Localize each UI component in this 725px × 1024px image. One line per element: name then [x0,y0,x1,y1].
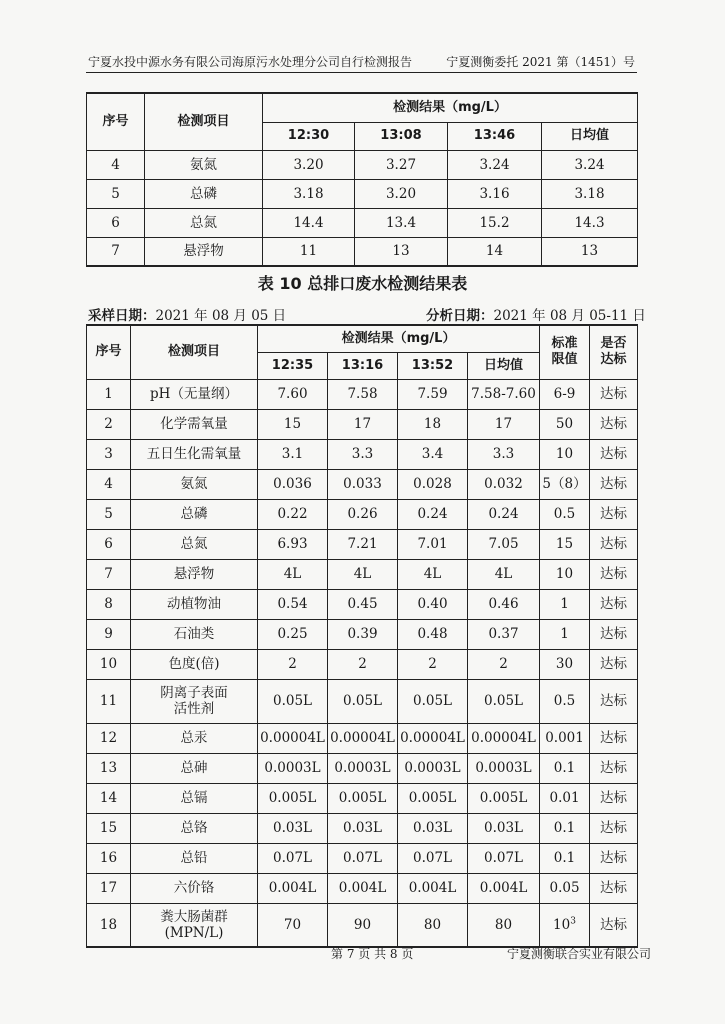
row-number: 15 [87,813,131,843]
standard-limit-value: 5（8） [542,476,587,492]
standard-limit-value: 0.5 [553,693,576,709]
row-item [131,499,258,529]
standard-limit-value: 0.05 [549,880,580,896]
compliance-status: 达标 [590,813,638,843]
result-value: 0.03L [258,813,328,843]
compliance-status: 达标 [590,379,638,409]
row-item-line1: 总铅 [180,850,208,866]
row-item [131,723,258,753]
result-value: 0.05L [258,679,328,723]
result-value: 18 [398,409,468,439]
row-item [131,903,258,947]
analysis-date [426,304,646,324]
table-row [87,723,638,753]
result-value: 3.24 [448,150,542,179]
result-value: 80 [398,903,468,947]
table-row [87,499,638,529]
result-value: 3.4 [398,439,468,469]
row-item-line1: 色度(倍) [168,656,220,672]
result-value: 0.00004L [258,723,328,753]
standard-limit [540,499,590,529]
row-item [131,589,258,619]
page-header [86,50,637,73]
result-value: 0.00004L [468,723,540,753]
result-value: 0.26 [328,499,398,529]
result-value: 0.005L [328,783,398,813]
table-row [87,679,638,723]
row-number: 1 [87,379,131,409]
result-value: 0.032 [468,469,540,499]
compliance-status: 达标 [590,843,638,873]
result-value: 90 [328,903,398,947]
row-number: 2 [87,409,131,439]
standard-limit-value: 0.01 [549,790,580,806]
row-item [131,619,258,649]
result-value: 0.004L [468,873,540,903]
table-row [87,873,638,903]
result-value: 6.93 [258,529,328,559]
col-header-item: 检测项目 [131,325,258,379]
result-value: 0.0003L [258,753,328,783]
result-value: 2 [398,649,468,679]
table-row [87,783,638,813]
row-item [131,439,258,469]
row-number: 12 [87,723,131,753]
result-value: 7.59 [398,379,468,409]
compliance-status: 达标 [590,469,638,499]
row-item-line2: 活性剂 [173,701,215,717]
col-header-time: 13:46 [448,122,542,150]
result-value: 0.22 [258,499,328,529]
analysis-date-label: 分析日期： [426,308,494,324]
result-value: 15 [258,409,328,439]
col-header-daily-mean: 日均值 [542,122,638,150]
compliance-status: 达标 [590,409,638,439]
result-value: 0.05L [398,679,468,723]
row-item [131,783,258,813]
result-value: 0.24 [398,499,468,529]
compliance-status: 达标 [590,903,638,947]
result-value: 0.036 [258,469,328,499]
col-header-no: 序号 [87,325,131,379]
result-value: 0.004L [398,873,468,903]
row-number: 9 [87,619,131,649]
standard-limit-value: 0.1 [553,760,576,776]
table-row [87,439,638,469]
result-value: 0.03L [468,813,540,843]
results-table-continued [86,92,638,267]
col-header-time: 13:08 [355,122,448,150]
table-row [87,619,638,649]
row-number: 6 [87,208,145,237]
result-value: 7.21 [328,529,398,559]
result-value: 80 [468,903,540,947]
row-number: 4 [87,469,131,499]
footer-company: 宁夏测衡联合实业有限公司 [507,947,652,961]
result-value: 3.3 [468,439,540,469]
row-item [131,469,258,499]
result-value: 4L [328,559,398,589]
compliance-status: 达标 [590,649,638,679]
col-header-time: 13:16 [328,352,398,379]
page-number: 第 7 页 共 8 页 [331,947,414,961]
result-value: 0.07L [328,843,398,873]
standard-limit [540,843,590,873]
row-item [131,559,258,589]
result-value: 0.0003L [328,753,398,783]
result-value: 15.2 [448,208,542,237]
result-value: 7.05 [468,529,540,559]
row-item [131,843,258,873]
compliance-status: 达标 [590,559,638,589]
standard-limit [540,439,590,469]
result-value: 0.54 [258,589,328,619]
compliance-status: 达标 [590,529,638,559]
result-value: 70 [258,903,328,947]
standard-limit-exponent: 3 [570,916,576,927]
sampling-date-label: 采样日期： [88,308,156,324]
result-value: 4L [258,559,328,589]
standard-limit [540,469,590,499]
row-item-line1: 悬浮物 [173,566,215,582]
standard-limit-value: 50 [555,416,574,432]
row-item-line1: 六价铬 [173,880,215,896]
table-row [87,469,638,499]
result-value: 14 [448,237,542,266]
row-item-line1: 总铬 [180,820,208,836]
result-value: 0.05L [468,679,540,723]
row-item: 氨氮 [145,150,263,179]
result-value: 4L [398,559,468,589]
header-report-number: 宁夏测衡委托 2021 第（1451）号 [446,55,635,69]
row-number: 7 [87,559,131,589]
result-value: 3.20 [263,150,355,179]
header-report-title: 宁夏水投中源水务有限公司海原污水处理分公司自行检测报告 [88,55,413,69]
row-item [131,409,258,439]
result-value: 0.00004L [328,723,398,753]
row-item [131,813,258,843]
standard-limit-value: 0.1 [553,820,576,836]
standard-limit [540,379,590,409]
result-value: 3.16 [448,179,542,208]
col-header-results: 检测结果（mg/L） [258,325,540,352]
standard-limit [540,753,590,783]
table-row [87,237,638,266]
row-number: 5 [87,179,145,208]
result-value: 17 [328,409,398,439]
table-row [87,813,638,843]
row-number: 6 [87,529,131,559]
col-header-compliance: 是否达标 [590,325,638,379]
row-item-line1: 总氮 [180,536,208,552]
result-value: 4L [468,559,540,589]
row-item-line1: 化学需氧量 [160,416,228,432]
result-value: 0.03L [328,813,398,843]
result-value: 13 [355,237,448,266]
result-value: 11 [263,237,355,266]
compliance-status: 达标 [590,499,638,529]
result-value: 0.37 [468,619,540,649]
row-item-line1: 阴离子表面 [160,685,228,701]
row-item [131,529,258,559]
standard-limit [540,783,590,813]
row-item-line1: 总汞 [180,730,208,746]
result-value: 13.4 [355,208,448,237]
row-item-line1: pH（无量纲） [150,386,238,402]
result-value: 0.07L [468,843,540,873]
standard-limit [540,619,590,649]
row-number: 18 [87,903,131,947]
result-value: 0.25 [258,619,328,649]
table-row [87,903,638,947]
standard-limit [540,649,590,679]
row-number: 16 [87,843,131,873]
result-value: 2 [328,649,398,679]
result-value: 17 [468,409,540,439]
row-number: 13 [87,753,131,783]
table-row [87,208,638,237]
row-number: 3 [87,439,131,469]
result-value: 0.004L [258,873,328,903]
compliance-status: 达标 [590,439,638,469]
result-value: 0.00004L [398,723,468,753]
col-header-time: 12:35 [258,352,328,379]
table-row [87,753,638,783]
row-item [131,753,258,783]
standard-limit-value: 10 [555,566,574,582]
result-value: 3.24 [542,150,638,179]
result-value: 7.58-7.60 [468,379,540,409]
table-row [87,559,638,589]
compliance-status: 达标 [590,753,638,783]
results-table [86,324,638,948]
col-header-item: 检测项目 [145,93,263,150]
result-value: 2 [468,649,540,679]
row-item [131,649,258,679]
compliance-status: 达标 [590,873,638,903]
standard-limit-value: 0.5 [553,506,576,522]
standard-limit [540,723,590,753]
col-header-time: 13:52 [398,352,468,379]
result-value: 0.03L [398,813,468,843]
result-value: 3.3 [328,439,398,469]
sampling-date-value: 2021 年 08 月 05 日 [155,308,287,324]
result-value: 0.07L [258,843,328,873]
standard-limit-value: 15 [555,536,574,552]
row-item-line2: (MPN/L) [164,924,224,941]
row-item: 悬浮物 [145,237,263,266]
result-value: 0.005L [398,783,468,813]
result-value: 3.18 [263,179,355,208]
row-item-line1: 总砷 [180,760,208,776]
result-value: 3.1 [258,439,328,469]
table-row [87,409,638,439]
row-item-line1: 氨氮 [180,476,208,492]
result-value: 7.58 [328,379,398,409]
standard-limit [540,409,590,439]
table-row [87,179,638,208]
table-title: 表 10 总排口废水检测结果表 [257,274,468,293]
standard-limit [540,559,590,589]
analysis-date-value: 2021 年 08 月 05-11 日 [493,308,646,324]
result-value: 7.01 [398,529,468,559]
col-header-daily-mean: 日均值 [468,352,540,379]
result-value: 0.45 [328,589,398,619]
row-item [131,379,258,409]
row-item-line1: 动植物油 [167,596,221,612]
row-number: 14 [87,783,131,813]
sampling-date [88,304,286,324]
col-header-results: 检测结果（mg/L） [263,93,638,122]
standard-limit [540,903,590,947]
result-value: 13 [542,237,638,266]
standard-limit [540,529,590,559]
standard-limit-value: 10 [555,446,574,462]
result-value: 0.48 [398,619,468,649]
col-header-limit: 标准限值 [540,325,590,379]
result-value: 0.033 [328,469,398,499]
result-value: 3.18 [542,179,638,208]
result-value: 0.005L [258,783,328,813]
standard-limit-value: 10 [553,916,571,933]
standard-limit [540,679,590,723]
compliance-status: 达标 [590,679,638,723]
col-header-no: 序号 [87,93,145,150]
row-item: 总磷 [145,179,263,208]
table-row [87,379,638,409]
result-value: 0.05L [328,679,398,723]
table-row [87,649,638,679]
result-value: 2 [258,649,328,679]
compliance-status: 达标 [590,723,638,753]
result-value: 0.0003L [398,753,468,783]
standard-limit-value: 0.1 [553,850,576,866]
row-number: 7 [87,237,145,266]
result-value: 0.07L [398,843,468,873]
table-row [87,589,638,619]
row-number: 17 [87,873,131,903]
row-item: 总氮 [145,208,263,237]
standard-limit [540,589,590,619]
row-item-line1: 粪大肠菌群 [160,908,228,925]
compliance-status: 达标 [590,619,638,649]
result-value: 0.005L [468,783,540,813]
result-value: 0.028 [398,469,468,499]
table-row [87,843,638,873]
col-header-time: 12:30 [263,122,355,150]
result-value: 7.60 [258,379,328,409]
row-number: 8 [87,589,131,619]
result-value: 0.24 [468,499,540,529]
result-value: 14.3 [542,208,638,237]
row-item-line1: 总镉 [180,790,208,806]
row-item [131,873,258,903]
compliance-status: 达标 [590,589,638,619]
result-value: 0.40 [398,589,468,619]
standard-limit-value: 1 [560,626,569,642]
result-value: 3.20 [355,179,448,208]
row-item [131,679,258,723]
row-number: 10 [87,649,131,679]
result-value: 0.46 [468,589,540,619]
row-item-line1: 五日生化需氧量 [146,446,242,462]
row-number: 4 [87,150,145,179]
table-row [87,150,638,179]
standard-limit-value: 0.001 [545,730,584,746]
standard-limit-value: 1 [560,596,569,612]
row-item-line1: 总磷 [180,506,208,522]
result-value: 0.0003L [468,753,540,783]
row-number: 11 [87,679,131,723]
row-item-line1: 石油类 [173,626,215,642]
standard-limit-value: 30 [555,656,574,672]
result-value: 14.4 [263,208,355,237]
standard-limit [540,813,590,843]
standard-limit [540,873,590,903]
standard-limit-value: 6-9 [553,386,576,402]
row-number: 5 [87,499,131,529]
table-row [87,529,638,559]
result-value: 0.39 [328,619,398,649]
result-value: 3.27 [355,150,448,179]
result-value: 0.004L [328,873,398,903]
compliance-status: 达标 [590,783,638,813]
